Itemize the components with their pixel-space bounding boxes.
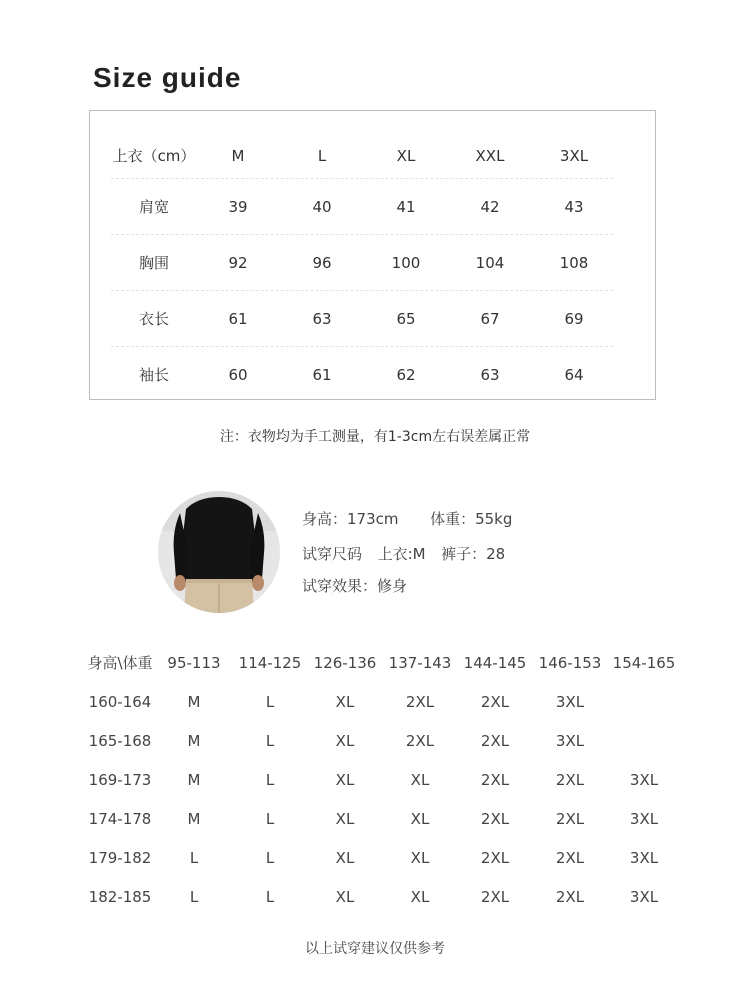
recommendation-cell: L <box>265 693 275 711</box>
recommendation-cell: L <box>265 810 275 828</box>
recommendation-cell: 2XL <box>480 693 510 711</box>
size-table-cell: 65 <box>396 310 416 328</box>
recommendation-cell: 2XL <box>480 849 510 867</box>
recommendation-cell: 3XL <box>629 771 659 789</box>
size-table-cell: 92 <box>228 254 248 272</box>
recommendation-cell: 174-178 <box>88 810 152 828</box>
recommendation-header-cell: 137-143 <box>388 654 452 672</box>
size-table-cell: 39 <box>228 198 248 216</box>
size-table-cell: 肩宽 <box>138 198 169 216</box>
model-fit-size <box>302 543 505 564</box>
recommendation-cell <box>607 683 681 722</box>
fit-size-label: 试穿尺码 <box>302 545 363 563</box>
recommendation-header-cell: 144-145 <box>463 654 527 672</box>
recommendation-header-cell: 95-113 <box>167 654 221 672</box>
recommendation-cell: 3XL <box>629 810 659 828</box>
fit-effect: 试穿效果：修身 <box>302 577 408 595</box>
recommendation-cell: M <box>187 732 201 750</box>
fit-pants-size: 裤子：28 <box>441 545 506 563</box>
size-table-header-cell: XXL <box>475 147 505 165</box>
recommendation-header-cell: 146-153 <box>538 654 602 672</box>
recommendation-cell <box>607 722 681 761</box>
size-table-cell: 61 <box>228 310 248 328</box>
size-table-cell: 69 <box>564 310 584 328</box>
model-height: 身高：173cm <box>302 510 399 528</box>
size-table-header-cell: 上衣（cm） <box>112 147 196 165</box>
recommendation-cell: 2XL <box>555 810 585 828</box>
recommendation-cell: 179-182 <box>88 849 152 867</box>
recommendation-cell: 2XL <box>405 732 435 750</box>
recommendation-cell: XL <box>335 732 355 750</box>
model-photo <box>158 491 280 613</box>
footer-note: 以上试穿建议仅供参考 <box>305 941 445 957</box>
recommendation-cell: 3XL <box>555 732 585 750</box>
model-fit-effect <box>302 575 407 596</box>
recommendation-cell: 2XL <box>480 732 510 750</box>
recommendation-header-cell: 114-125 <box>238 654 302 672</box>
size-table-header <box>111 128 613 184</box>
size-table-cell: 胸围 <box>138 254 169 272</box>
size-table-row <box>111 234 613 291</box>
recommendation-cell: 169-173 <box>88 771 152 789</box>
recommendation-cell: L <box>189 888 199 906</box>
recommendation-header-cell: 身高\体重 <box>87 654 153 672</box>
recommendation-cell: XL <box>410 849 430 867</box>
model-photo-illustration <box>158 491 280 613</box>
size-table-cell: 衣长 <box>138 310 169 328</box>
recommendation-cell: XL <box>335 849 355 867</box>
recommendation-cell: 2XL <box>555 849 585 867</box>
recommendation-cell: L <box>265 849 275 867</box>
recommendation-cell: L <box>189 849 199 867</box>
recommendation-header-cell: 154-165 <box>612 654 676 672</box>
recommendation-cell: 2XL <box>555 888 585 906</box>
size-table <box>89 110 656 400</box>
size-table-cell: 100 <box>391 254 421 272</box>
recommendation-cell: M <box>187 693 201 711</box>
fit-top-size: 上衣:M <box>377 545 426 563</box>
recommendation-cell: XL <box>410 888 430 906</box>
recommendation-cell: XL <box>335 888 355 906</box>
recommendation-cell: XL <box>335 810 355 828</box>
recommendation-cell: L <box>265 771 275 789</box>
recommendation-cell: 3XL <box>629 888 659 906</box>
recommendation-cell: XL <box>410 810 430 828</box>
recommendation-cell: XL <box>335 771 355 789</box>
recommendation-cell: 160-164 <box>88 693 152 711</box>
size-table-header-cell: 3XL <box>559 147 589 165</box>
recommendation-cell: XL <box>410 771 430 789</box>
size-table-cell: 64 <box>564 366 584 384</box>
recommendation-cell: 3XL <box>555 693 585 711</box>
size-table-cell: 63 <box>312 310 332 328</box>
recommendation-cell: 2XL <box>480 771 510 789</box>
size-table-header-cell: L <box>317 147 327 165</box>
size-table-cell: 104 <box>475 254 505 272</box>
recommendation-cell: 2XL <box>555 771 585 789</box>
size-table-row <box>111 290 613 347</box>
size-table-cell: 41 <box>396 198 416 216</box>
size-table-cell: 43 <box>564 198 584 216</box>
recommendation-cell: L <box>265 732 275 750</box>
size-table-cell: 袖长 <box>138 366 169 384</box>
size-table-cell: 63 <box>480 366 500 384</box>
size-table-cell: 42 <box>480 198 500 216</box>
size-table-cell: 40 <box>312 198 332 216</box>
measurement-note: 注：衣物均为手工测量，有1-3cm左右误差属正常 <box>219 429 531 445</box>
page-title: Size guide <box>93 62 242 93</box>
size-table-header-cell: XL <box>396 147 416 165</box>
model-weight: 体重：55kg <box>430 510 513 528</box>
size-table-header-cell: M <box>231 147 245 165</box>
recommendation-cell: 165-168 <box>88 732 152 750</box>
recommendation-cell: M <box>187 810 201 828</box>
recommendation-cell: 2XL <box>405 693 435 711</box>
recommendation-cell: 3XL <box>629 849 659 867</box>
recommendation-cell: M <box>187 771 201 789</box>
recommendation-cell: 182-185 <box>88 888 152 906</box>
size-table-cell: 67 <box>480 310 500 328</box>
recommendation-cell: 2XL <box>480 888 510 906</box>
recommendation-cell: 2XL <box>480 810 510 828</box>
recommendation-cell: L <box>265 888 275 906</box>
size-table-cell: 61 <box>312 366 332 384</box>
size-table-row <box>111 178 613 235</box>
size-table-cell: 60 <box>228 366 248 384</box>
size-table-cell: 108 <box>559 254 589 272</box>
size-table-row <box>111 346 613 403</box>
recommendation-cell: XL <box>335 693 355 711</box>
model-measurements <box>302 508 512 529</box>
size-table-cell: 62 <box>396 366 416 384</box>
recommendation-header-cell: 126-136 <box>313 654 377 672</box>
size-table-cell: 96 <box>312 254 332 272</box>
